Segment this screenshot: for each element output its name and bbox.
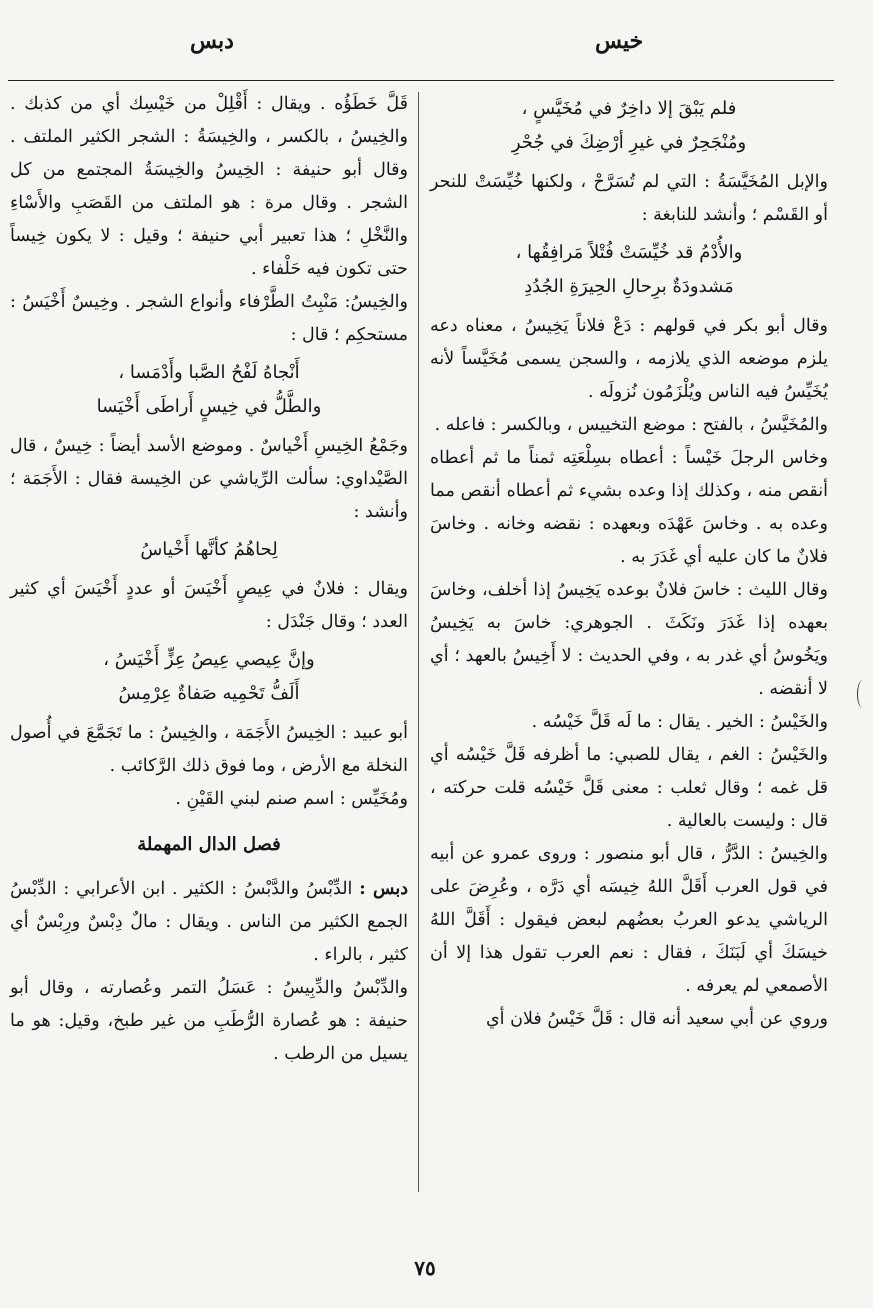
verse-line: والأُدْمُ قد خُيِّسَتْ فُتْلاً مَرافِقُها ، xyxy=(515,242,743,263)
verse-line: لِحاهُمُ كأنَّها أَخْياسُ xyxy=(140,539,278,560)
paragraph: وخاس الرجلَ خَيْساً : أعطاه بسِلْعَتِه ثمناً ما ثم أعطاه أنقص منه ، وكذلك إذا وعده بشيء ثم أعطاه أنقص مما وعده به . وخاسَ عَهْدَه وبعهده : نقضه وخانه . وخاسَ فلانٌ ما كان عليه أي غَدَرَ به . xyxy=(430,448,828,567)
column-divider xyxy=(418,92,419,1192)
margin-bracket-mark xyxy=(857,680,868,708)
paragraph: والدِّبْسُ والدِّبِيسُ : عَسَلُ التمر وعُصارته ، وقال أبو حنيفة : هو عُصارة الرُّطَبِ من غير طبخ، وقيل: هو ما يسيل من الرطب . xyxy=(10,978,408,1064)
right-column xyxy=(430,88,828,1036)
page-number: ٧٥ xyxy=(414,1256,436,1280)
verse-line: والطَّلُّ في خِيسٍ أَراطَى أَخْيَسا xyxy=(96,396,322,417)
paragraph: والإبل المُخَيَّسَةُ : التي لم تُسَرَّحْ ، ولكنها خُيِّسَتْ للنحر أو القَسْم ؛ وأنشد للنابغة : xyxy=(430,172,828,225)
verse-line: مَشدودَةٌ برِحالِ الحِيرَةِ الجُدُدِ xyxy=(524,276,734,297)
paragraph: والخَيْسُ : الخير . يقال : ما لَه قَلَّ خَيْسُه . xyxy=(531,712,828,732)
verse-line: أَنْجاهُ لَفْحُ الصَّبا وأَدْمَسا ، xyxy=(118,362,300,383)
paragraph: والمُخَيَّسُ ، بالفتح : موضع التخييس ، وبالكسر : فاعله . xyxy=(434,415,828,435)
paragraph: والخِيسُ : الدَّرُّ ، قال أبو منصور : وروى عمرو عن أبيه في قول العرب أَقَلَّ اللهُ خِيسَه أي دَرَّه ، وعُرِضَ على الرياشي يدعو العربُ بعضُهم لبعض فيقول : أَقَلَّ اللهُ خيسَكَ أي لَبَنَكَ ، فقال : نعم العرب تقول هذا إلا أن الأصمعي لم يعرفه . xyxy=(430,844,828,996)
paragraph: وقال أبو بكر في قولهم : دَعْ فلاناً يَخِيسُ ، معناه دعه يلزم موضعه الذي يلازمه ، والسجن يسمى مُخَيَّساً لأنه يُخَيِّسُ فيه الناس ويُلْزَمُون نُزولَه . xyxy=(430,316,828,402)
verse-block xyxy=(10,533,408,567)
verse-line: فلم يَبْقَ إلا داخِرٌ في مُخَيَّسٍ ، xyxy=(521,98,737,119)
verse-line: ومُنْجَحِرٌ في غيرِ أرْضِكَ في جُحْرِ xyxy=(511,132,747,153)
left-column xyxy=(10,88,408,1071)
verse-block xyxy=(430,236,828,304)
paragraph: وجَمْعُ الخِيسِ أَخْياسٌ . وموضع الأسد أيضاً : خِيسٌ ، قال الصَّيْداوي: سألت الرِّياشي عن الخِيسة فقال : الأَجَمَة ؛ وأنشد : xyxy=(10,436,408,522)
verse-block xyxy=(10,643,408,711)
entry-headword: دبس : xyxy=(359,879,408,899)
paragraph: وروي عن أبي سعيد أنه قال : قَلَّ خَيْسُ فلان أي xyxy=(485,1009,828,1029)
running-head-left: دبس xyxy=(190,28,234,54)
entry-text: الدِّبْسُ والدَّبْسُ : الكثير . ابن الأعرابي : الدِّبْسُ الجمع الكثير من الناس . ويقال : مالٌ دِبْسٌ ورِبْسٌ أي كثير ، بالراء . xyxy=(10,879,408,965)
paragraph: ومُخَيِّس : اسم صنم لبني القَيْنِ . xyxy=(175,789,408,809)
header-rule xyxy=(8,80,834,81)
paragraph: والخِيسُ: مَنْبِتُ الطَّرْفاء وأنواع الشجر . وخِيسٌ أَخْيَسُ : مستحكِم ؛ قال : xyxy=(10,292,408,345)
verse-block xyxy=(10,356,408,424)
entry-paragraph xyxy=(10,873,408,972)
paragraph: والخَيْسُ : الغم ، يقال للصبي: ما أظرفه قَلَّ خَيْسُه أي قل غمه ؛ وقال ثعلب : معنى قَلَّ خَيْسُه قلت حركته ، قال : وليست بالعالية . xyxy=(430,745,828,831)
verse-block xyxy=(430,92,828,160)
paragraph: وقال الليث : خاسَ فلانٌ بوعده يَخِيسُ إذا أخلف، وخاسَ بعهده إذا غَدَرَ ونَكَثَ . الجوهري: خاسَ به يَخِيسُ ويَخُوسُ أي غدر به ، وفي الحديث : لا أَخِيسُ بالعهد ؛ أي لا أنقضه . xyxy=(430,580,828,699)
verse-line: أَلَفُّ تَحْمِيه صَفاةٌ عِرْمِسُ xyxy=(118,683,300,704)
verse-line: وإنَّ عِيصي عِيصُ عِزٍّ أَخْيَسُ ، xyxy=(103,649,315,670)
paragraph: أبو عبيد : الخِيسُ الأَجَمَة ، والخِيسُ : ما تَجَمَّعَ في أُصول النخلة مع الأرض ، وما فوق ذلك الرَّكائب . xyxy=(10,723,408,776)
paragraph: قَلَّ خَطَؤُه . ويقال : أَقْلِلْ من خَيْسِك أي من كذبك . والخِيسُ ، بالكسر ، والخِيسَةُ : الشجر الكثير الملتف . وقال أبو حنيفة : الخِيسُ والخِيسَةُ المجتمع من كل الشجر . وقال مرة : هو الملتف من القَصَبِ والأَسْاءِ والنَّخْلِ ؛ هذا تعبير أبي حنيفة ؛ وقيل : لا يكون خِيساً حتى تكون فيه حَلْفاء . xyxy=(10,94,408,279)
running-head-right: خيس xyxy=(595,28,644,54)
paragraph: ويقال : فلانٌ في عِيصٍ أَخْيَسَ أو عددٍ أَخْيَسَ أي كثير العدد ؛ وقال جَنْدَل : xyxy=(10,579,408,632)
section-heading: فصل الدال المهملة xyxy=(137,834,281,855)
